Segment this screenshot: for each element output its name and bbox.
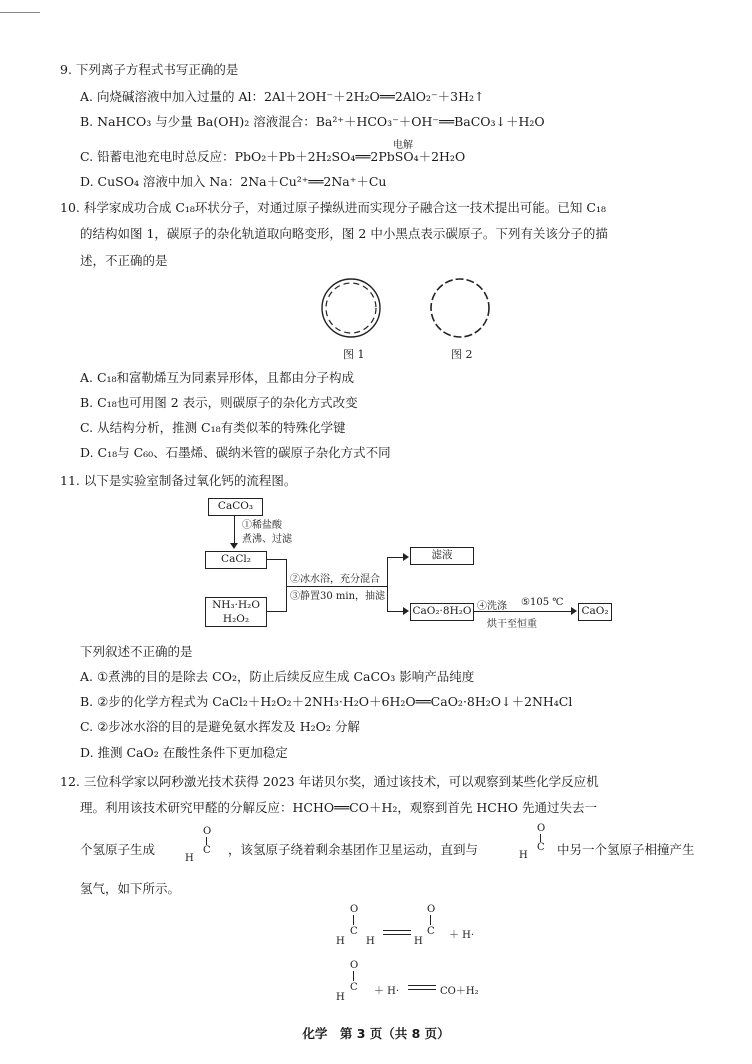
flow-filtrate: 滤液 (410, 547, 474, 565)
flow-reagents-box (205, 597, 267, 627)
q10-stem-line2: 的结构如图 1，碳原子的杂化轨道取向略变形，图 2 中小黑点表示碳原子。下列有关该分子的描 (80, 226, 608, 241)
flow-cao2: CaO₂ (578, 603, 612, 621)
flow-step4: ④洗涤 (477, 601, 507, 612)
flow-h2o2: H₂O₂ (222, 613, 250, 625)
flow-caco3: CaCO₃ (208, 498, 263, 516)
flow-join-top (266, 559, 286, 560)
rxn1-o-atom: O (350, 904, 359, 915)
flow-arrowhead-final (571, 607, 577, 615)
inline1-c-atom: C (203, 845, 211, 856)
q10-stem-line3: 述，不正确的是 (80, 253, 168, 268)
q9-option-b: B. NaHCO₃ 与少量 Ba(OH)₂ 溶液混合：Ba²⁺＋HCO₃⁻＋OH⁻══BaCO₃↓＋H₂O (80, 114, 545, 129)
rxn1-prod-h-atom: H (414, 936, 423, 947)
page-footer: 化学 第 3 页（共 8 页） (302, 1026, 450, 1041)
rxn1-equals-top (383, 930, 411, 931)
q9-option-a: A. 向烧碱溶液中加入过量的 Al：2Al＋2OH⁻＋2H₂O══2AlO₂⁻＋3H₂↑ (80, 89, 485, 104)
inline2-h-atom: H (519, 850, 528, 861)
rxn2-h-atom: H (336, 992, 345, 1003)
flow-branch-vertical (387, 557, 388, 612)
rxn1-h-right: H (366, 936, 375, 947)
flow-dry: 烘干至恒重 (487, 619, 537, 630)
inline2-o-atom: O (537, 823, 546, 834)
flow-nh3: NH₃·H₂O (212, 599, 260, 611)
rxn1-prod-c-atom: C (427, 926, 435, 937)
figure1-ring (322, 279, 380, 337)
figure2-ring (431, 279, 489, 337)
inline2-co-bond (540, 834, 541, 842)
q9-c-condition: 电解 (393, 140, 413, 151)
inline1-co-bond (206, 837, 207, 845)
q10-option-b: B. C₁₈也可用图 2 表示，则碳原子的杂化方式改变 (80, 395, 358, 410)
q10-stem-line1: 10. 科学家成功合成 C₁₈环状分子，对通过原子操纵进而实现分子融合这一技术提出可能。已知 C₁₈ (60, 200, 606, 215)
q11-stem: 11. 以下是实验室制备过氧化钙的流程图。 (60, 473, 297, 488)
q12-stem-line1: 12. 三位科学家以阿秒激光技术获得 2023 年诺贝尔奖，通过该技术，可以观察到某些化学反应机 (60, 774, 599, 789)
rxn2-products: CO＋H₂ (440, 986, 479, 997)
rxn2-h-radical: ＋ H· (374, 986, 400, 997)
rxn2-equals-bottom (408, 989, 436, 990)
q10-option-a: A. C₁₈和富勒烯互为同素异形体，且都由分子构成 (80, 370, 355, 385)
flow-arrowhead-filtrate (403, 553, 409, 561)
q9-stem: 9. 下列离子方程式书写正确的是 (60, 62, 239, 77)
q10-option-d: D. C₁₈与 C₆₀、石墨烯、碳纳米管的碳原子杂化方式不同 (80, 445, 391, 460)
q11-option-c: C. ②步冰水浴的目的是避免氨水挥发及 H₂O₂ 分解 (80, 719, 360, 734)
rxn1-h-left: H (336, 936, 345, 947)
flow-step3: ③静置30 min，抽滤 (290, 591, 386, 602)
rxn1-prod-co-bond (430, 915, 431, 925)
rxn1-co-bond (353, 915, 354, 925)
q9-option-d: D. CuSO₄ 溶液中加入 Na：2Na＋Cu²⁺══2Na⁺＋Cu (80, 174, 387, 189)
q11-option-b: B. ②步的化学方程式为 CaCl₂＋H₂O₂＋2NH₃·H₂O＋6H₂O══CaO₂·8H₂O↓＋2NH₄Cl (80, 694, 573, 709)
flow-step2: ②冰水浴，充分混合 (290, 574, 380, 585)
rxn1-c-atom: C (350, 926, 358, 937)
scan-top-mark (0, 12, 40, 13)
inline2-c-atom: C (537, 842, 545, 853)
flow-step5: ⑤105 ℃ (521, 597, 564, 608)
rxn1-equals-bottom (383, 934, 411, 935)
q12-stem-line3a: 个氢原子生成 (80, 842, 156, 857)
flow-cacl2: CaCl₂ (205, 551, 267, 569)
q12-stem-line2: 理。利用该技术研究甲醛的分解反应：HCHO══CO＋H₂，观察到首先 HCHO 先通过失去一 (80, 800, 597, 815)
inline1-o-atom: O (203, 826, 212, 837)
figure1-caption: 图 1 (343, 348, 365, 361)
flow-step1a: ①稀盐酸 (242, 520, 282, 531)
flow-join-bottom (266, 611, 286, 612)
rxn2-c-atom: C (350, 982, 358, 993)
rxn1-products: ＋ H· (449, 930, 475, 941)
flow-cao2-8h2o: CaO₂·8H₂O (410, 603, 474, 621)
rxn2-o-atom: O (350, 960, 359, 971)
rxn2-co-bond (353, 971, 354, 981)
q9-option-c: C. 铅蓄电池充电时总反应：PbO₂＋Pb＋2H₂SO₄══2PbSO₄＋2H₂O (80, 149, 466, 164)
flow-arrowhead-1 (230, 543, 238, 549)
q11-option-a: A. ①煮沸的目的是除去 CO₂，防止后续反应生成 CaCO₃ 影响产品纯度 (80, 669, 475, 684)
rxn1-prod-o-atom: O (427, 904, 436, 915)
q10-option-c: C. 从结构分析，推测 C₁₈有类似苯的特殊化学键 (80, 420, 346, 435)
q11-sub: 下列叙述不正确的是 (80, 644, 193, 659)
flow-arrow-1 (234, 515, 235, 546)
inline1-h-atom: H (185, 853, 194, 864)
flow-arrowhead-product (403, 607, 409, 615)
q12-stem-line3b: ，该氢原子绕着剩余基团作卫星运动，直到与 (228, 842, 479, 857)
q11-option-d: D. 推测 CaO₂ 在酸性条件下更加稳定 (80, 745, 288, 760)
flow-step1b: 煮沸、过滤 (242, 534, 292, 545)
q12-stem-line3c: 中另一个氢原子相撞产生 (557, 842, 695, 857)
figure2-caption: 图 2 (451, 348, 473, 361)
rxn2-equals-top (408, 985, 436, 986)
q10-figures (300, 275, 520, 345)
q12-stem-line4: 氢气，如下所示。 (80, 881, 181, 896)
